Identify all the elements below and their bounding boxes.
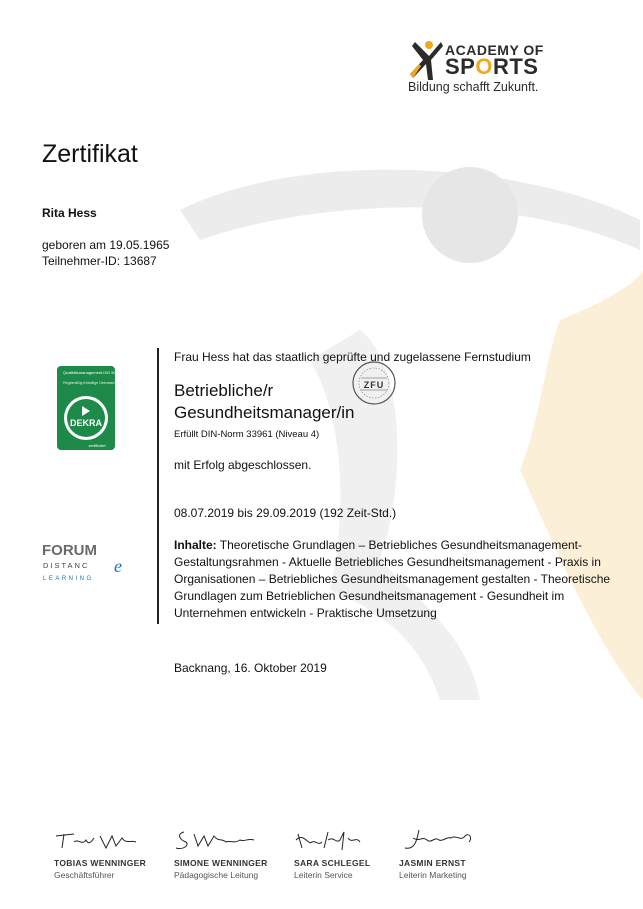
svg-text:Regelmäßig freiwillige Überwac: Regelmäßig freiwillige Überwachung bbox=[63, 381, 122, 385]
dekra-badge-icon bbox=[57, 366, 131, 456]
signatory-name: TOBIAS WENNINGER bbox=[54, 858, 147, 868]
svg-text:LEARNING: LEARNING bbox=[43, 576, 94, 582]
forum-distance-learning-logo bbox=[42, 540, 132, 586]
dekra-seal bbox=[57, 366, 131, 456]
svg-text:ZFU: ZFU bbox=[363, 380, 385, 390]
contents-text: Theoretische Grundlagen – Betriebliches Gesundheitsmanagement-Gestaltungsrahmen - Aktuelle Betriebliches Gesundheitsmanagement - Praxis in Organisationen – Betriebliches Gesundheitsmanagement gestalten - Theoretische Grundlagen zum Betrieblichen Gesundheitsmanagement - Gesundheit im Unternehmen entwickeln - Praktische Umsetzung bbox=[174, 538, 611, 620]
participant-id: Teilnehmer-ID: 13687 bbox=[42, 254, 157, 268]
svg-text:zertifiziert: zertifiziert bbox=[88, 443, 106, 448]
logo-line-2: SPORTS bbox=[445, 54, 539, 79]
forum-logo-icon bbox=[42, 540, 134, 586]
logo-tagline: Bildung schafft Zukunft. bbox=[408, 80, 539, 94]
signature-3 bbox=[294, 828, 384, 852]
content-divider bbox=[157, 348, 159, 624]
signatory-role: Pädagogische Leitung bbox=[174, 870, 259, 880]
certificate-title: Zertifikat bbox=[42, 140, 138, 168]
signature-block-2 bbox=[174, 828, 284, 880]
course-title-line-2: Gesundheitsmanager/in bbox=[174, 403, 355, 422]
contents-label: Inhalte: bbox=[174, 538, 217, 552]
signatory-name: SIMONE WENNINGER bbox=[174, 858, 268, 868]
recipient-name: Rita Hess bbox=[42, 206, 97, 220]
signatory-name: JASMIN ERNST bbox=[399, 858, 466, 868]
intro-text: Frau Hess hat das staatlich geprüfte und zugelassene Fernstudium bbox=[174, 350, 531, 364]
svg-text:DEKRA: DEKRA bbox=[69, 418, 103, 428]
svg-text:Qualitätsmanagement ISO 9001:2: Qualitätsmanagement ISO 9001:2008 bbox=[63, 370, 131, 375]
signature-block-4 bbox=[399, 828, 509, 880]
signatory-name: SARA SCHLEGEL bbox=[294, 858, 371, 868]
signature-1 bbox=[54, 828, 144, 852]
athlete-icon bbox=[407, 38, 447, 82]
signature-block-3 bbox=[294, 828, 404, 880]
svg-text:FORUM: FORUM bbox=[42, 542, 97, 559]
course-contents bbox=[174, 537, 614, 622]
zfu-seal bbox=[351, 360, 397, 406]
signatory-role: Leiterin Service bbox=[294, 870, 353, 880]
signature-block-1 bbox=[54, 828, 164, 880]
signature-2 bbox=[174, 828, 264, 852]
success-text: mit Erfolg abgeschlossen. bbox=[174, 458, 312, 472]
svg-text:e: e bbox=[114, 556, 122, 576]
course-period: 08.07.2019 bis 29.09.2019 (192 Zeit-Std.) bbox=[174, 506, 397, 520]
course-title-line-1: Betriebliche/r bbox=[174, 381, 274, 400]
signature-4 bbox=[399, 828, 489, 852]
academy-logo[interactable] bbox=[405, 36, 565, 101]
logo-line-1: ACADEMY OF bbox=[445, 42, 544, 58]
place-and-date: Backnang, 16. Oktober 2019 bbox=[174, 661, 327, 675]
norm-note: Erfüllt DIN-Norm 33961 (Niveau 4) bbox=[174, 429, 320, 440]
signatory-role: Leiterin Marketing bbox=[399, 870, 467, 880]
zfu-stamp-icon bbox=[351, 360, 397, 406]
birth-date: geboren am 19.05.1965 bbox=[42, 238, 170, 252]
svg-text:DISTANC: DISTANC bbox=[43, 561, 90, 570]
signatory-role: Geschäftsführer bbox=[54, 870, 115, 880]
